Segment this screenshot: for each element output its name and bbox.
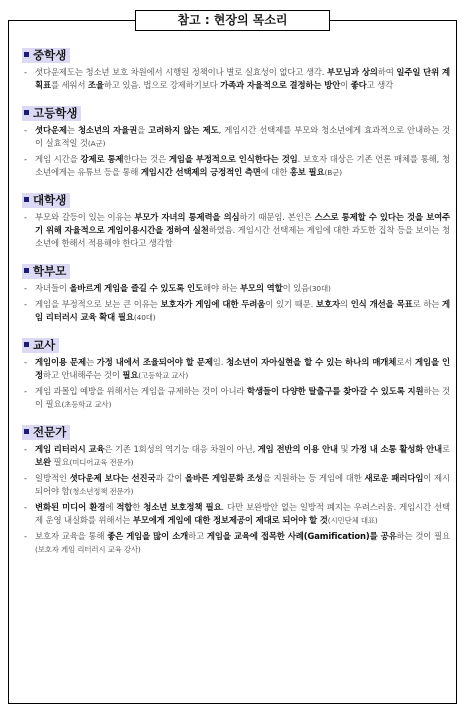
- quote-item: [22, 472, 450, 498]
- emphasis-text: 청소년의 자율권: [77, 125, 138, 135]
- quote-text: 게임 시간을: [35, 154, 81, 164]
- emphasis-text: 게임이용 문제: [35, 357, 86, 367]
- emphasis-text: 좋다: [350, 80, 367, 90]
- emphasis-text: 학생들이 다양한 탈출구를 찾아갈 수 있도록 지원: [247, 386, 424, 396]
- emphasis-text: 인식 개선을 목표: [350, 299, 413, 309]
- section-heading: [22, 264, 70, 279]
- emphasis-text: 부모가 자녀의 통제력을 의심: [134, 212, 240, 222]
- quote-text: . 다만 보완방안 없는 일방적 폐지는 우려스러움. 게임시간 선택제 운영 내실화를 위해서는: [35, 502, 451, 525]
- quote-text: 및: [337, 444, 352, 454]
- quote-text: 로 하는: [412, 299, 443, 309]
- speaker-label: (초등학교 교사): [61, 400, 112, 409]
- emphasis-text: 스스로 통제할 수 있다는 것을 보여주기 위해 자율적으로 게임이용시간을 정하여 실천: [35, 212, 451, 235]
- dash-bullet-icon: -: [24, 125, 27, 135]
- section: [22, 334, 450, 411]
- section-heading-text: 고등학생: [33, 106, 78, 120]
- emphasis-text: 셧다운제 보다는 선진국: [69, 473, 156, 483]
- speaker-label: (30대): [309, 284, 331, 293]
- emphasis-text: 강제로 통제: [80, 154, 124, 164]
- dash-bullet-icon: -: [24, 531, 27, 541]
- section: [22, 260, 450, 324]
- dash-bullet-icon: -: [24, 473, 27, 483]
- quote-text: 고 생각: [366, 80, 394, 90]
- quote-text: 하기 때문임. 본인은: [239, 212, 315, 222]
- dash-bullet-icon: -: [24, 212, 27, 222]
- speaker-label: (40대): [133, 313, 156, 322]
- emphasis-text: 게임을 인정: [35, 357, 451, 380]
- section: [22, 102, 450, 179]
- quote-text: 셧다운제도는 청소년 보호 차원에서 시행된 정책이나 별로 실효성이 없다고 생각.: [35, 67, 328, 77]
- quote-item: [22, 501, 450, 527]
- speaker-label: (A군): [87, 139, 106, 148]
- emphasis-text: 올바르게 게임을 즐길 수 있도록 인도: [69, 283, 203, 293]
- emphasis-text: 부모님과 상의: [327, 67, 378, 77]
- section-heading: [22, 425, 70, 440]
- emphasis-text: 셧다운제: [35, 125, 67, 135]
- emphasis-text: 일주일 단위 계획표: [35, 67, 450, 90]
- quote-text: 해야 하는: [202, 283, 240, 293]
- quote-text: 로: [442, 444, 450, 454]
- speaker-label: (보호자 게임 리터러시 교육 강사): [35, 545, 141, 554]
- speaker-label: (미디어교육 전문가): [69, 458, 134, 467]
- section-heading-text: 중학생: [33, 48, 67, 62]
- quote-text: 는: [66, 125, 78, 135]
- quote-text: 하였음. 게임시간 선택제는 게임에 대한 과도한 집착 등을 보이는 청소년에 한해서 적용해야 한다고 생각함: [35, 225, 450, 248]
- emphasis-text: 보호자가 게임에 대한 두려움: [160, 299, 266, 309]
- emphasis-text: 게임시간 선택제의 긍정적인 측면: [140, 167, 261, 177]
- quote-text: 로서: [396, 357, 416, 367]
- quote-item: [22, 211, 450, 250]
- quote-text: 의: [339, 299, 351, 309]
- page-title: 참고 : 현장의 목소리: [135, 10, 330, 31]
- section-heading: [22, 338, 59, 353]
- quote-text: 이 제시되어야 함: [35, 473, 450, 496]
- emphasis-text: 부모의 역할: [239, 283, 283, 293]
- speaker-label: (고등학교 교사): [138, 371, 189, 380]
- emphasis-text: 청소년 보호정책 필요: [143, 502, 222, 512]
- quote-text: 하는 것이 필요: [396, 531, 451, 541]
- dash-bullet-icon: -: [24, 357, 27, 367]
- emphasis-text: 적합: [116, 502, 133, 512]
- emphasis-text: 게임 전반의 이용 안내: [257, 444, 338, 454]
- quote-text: 한: [132, 502, 144, 512]
- quote-text: 보호자 교육을 통해: [35, 531, 108, 541]
- emphasis-text: 게임 리터러시 교육 확대 필요: [35, 299, 451, 322]
- voices-content: [22, 44, 450, 566]
- emphasis-text: 청소년이 자아실현을 할 수 있는 하나의 매개체: [226, 357, 397, 367]
- emphasis-text: 게임을 교육에 접목한 사례(Gamification)를 공유: [206, 531, 397, 541]
- emphasis-text: 변화된 미디어 환경: [35, 502, 106, 512]
- quote-text: 임.: [212, 357, 227, 367]
- quote-text: 에 대한: [260, 167, 290, 177]
- quote-item: [22, 356, 450, 382]
- dash-bullet-icon: -: [24, 299, 27, 309]
- quote-text: 게임 과몰입 예방을 위해서는 게임을 규제하는 것이 아니라: [35, 386, 248, 396]
- quote-item: [22, 298, 450, 324]
- emphasis-text: 필요: [122, 370, 139, 380]
- emphasis-text: 보호자: [316, 299, 340, 309]
- emphasis-text: 좋은 게임을 많이 소개: [107, 531, 189, 541]
- section-heading-text: 학부모: [33, 264, 67, 278]
- quote-text: 에: [105, 502, 117, 512]
- emphasis-text: 게임을 부정적으로 인식한다는 것임: [168, 154, 298, 164]
- quote-text: 을: [137, 125, 149, 135]
- quote-text: 을 지원하는 등 게임에 대한: [262, 473, 365, 483]
- quote-item: [22, 282, 450, 295]
- quote-text: 과 같이: [155, 473, 185, 483]
- square-bullet-icon: [24, 197, 29, 202]
- quote-item: [22, 530, 450, 556]
- section: [22, 44, 450, 92]
- quote-item: [22, 124, 450, 150]
- square-bullet-icon: [24, 110, 29, 115]
- emphasis-text: 게임 리터러시 교육: [35, 444, 105, 454]
- speaker-label: (시민단체 대표): [327, 516, 378, 525]
- section: [22, 421, 450, 556]
- dash-bullet-icon: -: [24, 386, 27, 396]
- section-heading: [22, 106, 81, 121]
- square-bullet-icon: [24, 52, 29, 57]
- quote-text: 필요: [50, 457, 70, 467]
- quote-text: 이 있음: [282, 283, 310, 293]
- quote-text: 는: [85, 357, 97, 367]
- section-heading: [22, 48, 70, 63]
- square-bullet-icon: [24, 268, 29, 273]
- quote-text: 하여: [377, 67, 397, 77]
- quote-text: 게임을 부정적으로 보는 큰 이유는: [35, 299, 161, 309]
- quote-item: [22, 443, 450, 469]
- quote-text: 일방적인: [35, 473, 70, 483]
- section-heading-text: 전문가: [33, 425, 67, 439]
- emphasis-text: 가족과 자율적으로 결정하는 방안: [220, 80, 341, 90]
- emphasis-text: 고려하지 않는 제도: [148, 125, 219, 135]
- emphasis-text: 새로운 패러다임: [364, 473, 424, 483]
- section: [22, 189, 450, 250]
- section-heading: [22, 193, 70, 208]
- quote-text: 한다는 것은: [123, 154, 169, 164]
- quote-item: [22, 385, 450, 411]
- quote-text: 하고 있음. 법으로 강제하기보다: [103, 80, 221, 90]
- emphasis-text: 가정 내에서 조율되어야 할 문제: [96, 357, 213, 367]
- quote-text: 하는 것이 필요: [35, 386, 451, 409]
- quote-text: . 보호자 대상은 기존 언론 매체를 통해, 청소년에게는 유튜브 등을 통해: [35, 154, 450, 177]
- emphasis-text: 홍보 필요: [289, 167, 325, 177]
- emphasis-text: 조율: [87, 80, 104, 90]
- quote-text: 하고: [188, 531, 207, 541]
- dash-bullet-icon: -: [24, 444, 27, 454]
- square-bullet-icon: [24, 429, 29, 434]
- emphasis-text: 올바른 게임문화 조성: [184, 473, 263, 483]
- dash-bullet-icon: -: [24, 502, 27, 512]
- section-heading-text: 교사: [33, 338, 56, 352]
- quote-text: 자녀들이: [35, 283, 70, 293]
- quote-text: 하고 안내해주는 것이: [42, 370, 123, 380]
- quote-text: 이: [340, 80, 351, 90]
- square-bullet-icon: [24, 342, 29, 347]
- quote-text: 은 기존 1회성의 역기능 대응 차원이 아닌,: [104, 444, 258, 454]
- quote-item: [22, 153, 450, 179]
- emphasis-text: 가정 내 소통 활성화 안내: [351, 444, 443, 454]
- dash-bullet-icon: -: [24, 154, 27, 164]
- quote-text: 부모와 갈등이 있는 이유는: [35, 212, 135, 222]
- dash-bullet-icon: -: [24, 67, 27, 77]
- section-heading-text: 대학생: [33, 193, 67, 207]
- quote-item: [22, 66, 450, 92]
- speaker-label: (청소년정책 전문가): [69, 487, 134, 496]
- dash-bullet-icon: -: [24, 283, 27, 293]
- quote-text: , 게임시간 선택제를 부모와 청소년에게 효과적으로 안내하는 것이 실효적일 것: [35, 125, 450, 148]
- speaker-label: (B군): [324, 168, 342, 177]
- emphasis-text: 보완: [35, 457, 51, 467]
- quote-text: 이 있기 때문.: [265, 299, 316, 309]
- quote-text: 를 세워서: [50, 80, 88, 90]
- emphasis-text: 부모에게 게임에 대한 정보제공이 제대로 되어야 할 것: [132, 515, 328, 525]
